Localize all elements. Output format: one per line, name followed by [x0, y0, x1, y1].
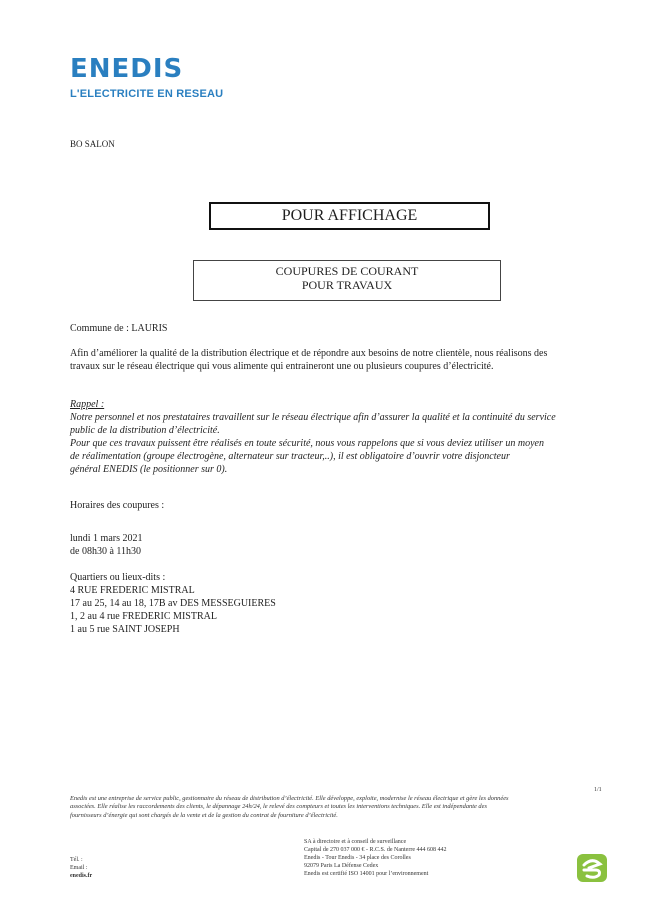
contact-block	[70, 856, 92, 880]
logo-text: ENEDIS	[70, 54, 184, 84]
rappel-line: public de la distribution d’électricité.	[70, 425, 220, 436]
schedule-block	[70, 532, 143, 558]
quartier-item: 1 au 5 rue SAINT JOSEPH	[70, 624, 180, 635]
company-line: SA à directoire et à conseil de surveillance	[304, 839, 407, 845]
intro-line-1: Afin d’améliorer la qualité de la distribution électrique et de répondre aux besoins de notre clientèle, nous réalisons des	[70, 348, 548, 359]
enedis-footer-icon	[577, 854, 607, 882]
website-link[interactable]: enedis.fr	[70, 873, 93, 879]
quartier-item: 17 au 25, 14 au 18, 17B av DES MESSEGUIERES	[70, 598, 276, 609]
legal-notice	[70, 795, 645, 820]
rappel-block	[70, 398, 640, 476]
legal-line: Enedis est une entreprise de service public, gestionnaire du réseau de distribution d’électricité. Elle développe, exploite, modernise le réseau électrique et gère les données	[70, 795, 509, 802]
rappel-line: de réalimentation (groupe électrogène, alternateur sur tracteur,..), il est obligatoire d’ouvrir votre disjoncteur	[70, 451, 510, 462]
rappel-line: général ENEDIS (le positionner sur 0).	[70, 464, 228, 475]
company-line: Enedis - Tour Enedis - 34 place des Corolles	[304, 855, 411, 861]
quartiers-label: Quartiers ou lieux-dits :	[70, 572, 166, 583]
contact-email: Email :	[70, 865, 88, 871]
rappel-line: Notre personnel et nos prestataires travaillent sur le réseau électrique afin d’assurer la qualité et la continuité du service	[70, 412, 556, 423]
quartier-item: 4 RUE FREDERIC MISTRAL	[70, 585, 195, 596]
rappel-line: Pour que ces travaux puissent être réalisés en toute sécurité, nous vous rappelons que si vous deviez utiliser un moyen	[70, 438, 544, 449]
legal-line: associées. Elle réalise les raccordements des clients, le dépannage 24h/24, le relevé des compteurs et toutes les interventions techniques. Elle est indépendante des	[70, 803, 487, 811]
subtitle-line-2: POUR TRAVAUX	[301, 278, 393, 292]
intro-paragraph	[70, 347, 640, 373]
contact-tel: Tél. :	[70, 857, 83, 863]
sender-label: BO SALON	[70, 139, 115, 149]
horaires-label: Horaires des coupures :	[70, 500, 165, 511]
quartier-item: 1, 2 au 4 rue FREDERIC MISTRAL	[70, 611, 217, 622]
outage-date: lundi 1 mars 2021	[70, 533, 143, 544]
company-line: Enedis est certifié ISO 14001 pour l’environnement	[304, 871, 429, 877]
company-line: 92079 Paris La Défense Cedex	[304, 863, 379, 869]
page-number: 1/1	[594, 787, 602, 793]
subtitle-box	[193, 260, 501, 301]
legal-line: fournisseurs d’énergie qui sont chargés de la vente et de la gestion du contrat de fourniture d’électricité.	[70, 811, 338, 819]
enedis-logo	[70, 56, 183, 82]
outage-hours: de 08h30 à 11h30	[70, 546, 142, 557]
commune-label: Commune de : LAURIS	[70, 323, 168, 334]
quartiers-block	[70, 571, 276, 636]
company-line: Capital de 270 037 000 € - R.C.S. de Nanterre 444 608 442	[304, 847, 447, 853]
subtitle-line-1: COUPURES DE COURANT	[275, 264, 419, 278]
display-title: POUR AFFICHAGE	[209, 202, 490, 230]
intro-line-2: travaux sur le réseau électrique qui vous alimente qui entraineront une ou plusieurs coupures d’électricité.	[70, 361, 494, 372]
logo-tagline: L'ELECTRICITE EN RESEAU	[70, 88, 224, 100]
company-info	[304, 838, 446, 878]
rappel-heading: Rappel :	[70, 399, 105, 410]
